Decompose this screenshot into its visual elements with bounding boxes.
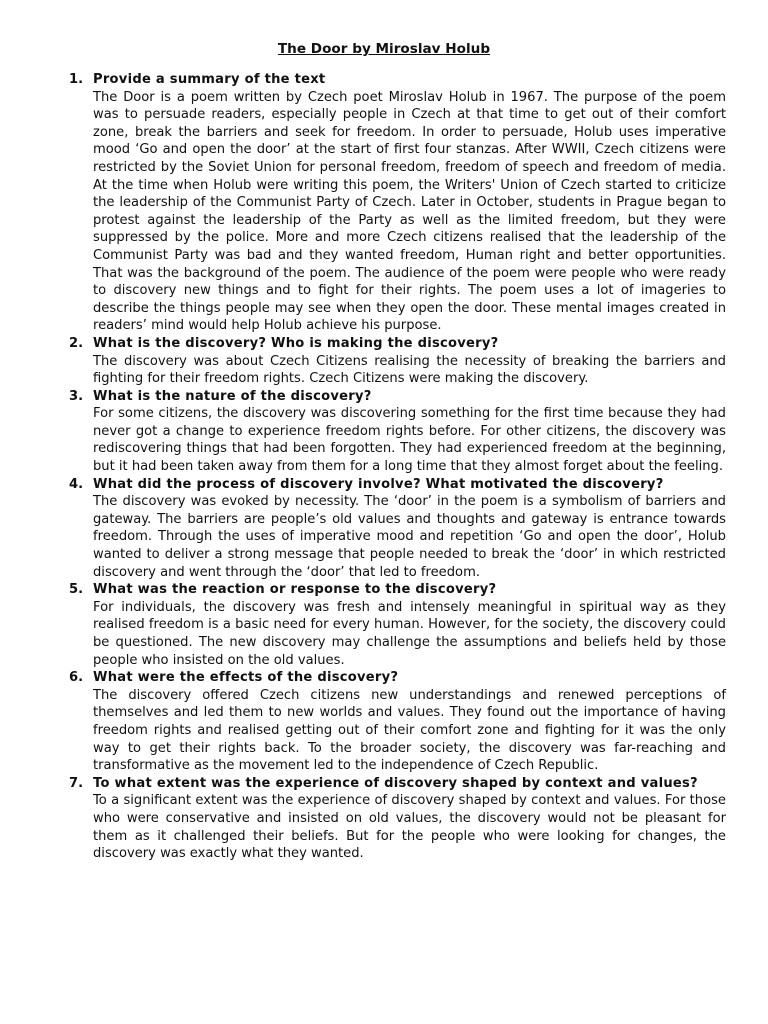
- question-number: 6.: [69, 670, 84, 686]
- question-heading: What is the nature of the discovery?: [93, 388, 372, 404]
- list-item: [66, 71, 726, 335]
- question-number: 7.: [69, 775, 84, 791]
- list-item: [66, 775, 726, 863]
- list-item: [66, 388, 726, 476]
- question-list: [66, 71, 726, 863]
- question-heading: What is the discovery? Who is making the discovery?: [93, 335, 499, 351]
- question-number: 2.: [69, 335, 84, 351]
- question-number: 1.: [69, 72, 84, 87]
- answer-paragraph: For some citizens, the discovery was discovering something for the first time because they had never got a change to experience freedom rights before. For other citizens, the discovery was rediscovering things that had been forgotten. They had experienced freedom at the beginning, but it had been taken away from them for a long time that they almost forget about the feeling.: [93, 406, 726, 475]
- list-item: [66, 476, 726, 582]
- list-item: [66, 669, 726, 775]
- page-title: The Door by Miroslav Holub: [277, 41, 491, 57]
- answer-paragraph: The discovery offered Czech citizens new understandings and renewed perceptions of themselves and led them to new worlds and values. They found out the importance of having freedom rights and realised getting out of their comfort zone and fighting for it was the only way to get their rights back. To the broader society, the discovery was far-reaching and transformative as the movement led to the independence of Czech Republic.: [93, 687, 726, 774]
- question-heading: What was the reaction or response to the discovery?: [93, 582, 497, 598]
- question-heading: To what extent was the experience of discovery shaped by context and values?: [93, 775, 698, 791]
- question-heading: What were the effects of the discovery?: [93, 670, 399, 686]
- question-heading: Provide a summary of the text: [93, 72, 326, 87]
- question-number: 5.: [69, 582, 84, 598]
- answer-paragraph: The Door is a poem written by Czech poet Miroslav Holub in 1967. The purpose of the poem was to persuade readers, especially people in Czech at that time to get out of their comfort zone, break the barriers and seek for freedom. In order to persuade, Holub uses imperative mood ‘Go and open the door’ at the start of first four stanzas. After WWII, Czech citizens were restricted by the Soviet Union for personal freedom, freedom of speech and freedom of media. At the time when Holub were writing this poem, the Writers' Union of Czech started to criticize the leadership of the Communist Party of Czech. Later in October, students in Prague began to protest against the leadership of the Party as well as the limited freedom, but they were suppressed by the police. More and more Czech citizens realised that the leadership of the Communist Party was bad and they wanted freedom, Human right and better opportunities. That was the background of the poem. The audience of the poem were people who were ready to discovery new things and to fight for their rights. The poem uses a lot of imageries to describe the things people may see when they open the door. These mental images created in readers’ mind would help Holub achieve his purpose.: [93, 89, 726, 334]
- answer-paragraph: The discovery was about Czech Citizens realising the necessity of breaking the barriers and fighting for their freedom rights. Czech Citizens were making the discovery.: [93, 353, 726, 387]
- list-item: [66, 335, 726, 388]
- answer-paragraph: To a significant extent was the experience of discovery shaped by context and values. For those who were conservative and insisted on old values, the discovery would not be pleasant for them as it challenged their beliefs. But for the people who were looking for changes, the discovery was exactly what they wanted.: [93, 793, 726, 862]
- question-number: 4.: [69, 476, 84, 492]
- answer-paragraph: For individuals, the discovery was fresh and intensely meaningful in spiritual way as they realised freedom is a basic need for every human. However, for the society, the discovery could be questioned. The new discovery may challenge the assumptions and beliefs held by those people who insisted on the old values.: [93, 599, 726, 668]
- answer-paragraph: The discovery was evoked by necessity. The ‘door’ in the poem is a symbolism of barriers and gateway. The barriers are people’s old values and thoughts and gateway is entrance towards freedom. Through the uses of imperative mood and repetition ‘Go and open the door’, Holub wanted to deliver a strong message that people needed to break the ‘door’ in which restricted discovery and went through the ‘door’ that led to freedom.: [93, 494, 726, 580]
- question-heading: What did the process of discovery involve? What motivated the discovery?: [93, 476, 664, 492]
- question-number: 3.: [69, 388, 84, 404]
- list-item: [66, 581, 726, 669]
